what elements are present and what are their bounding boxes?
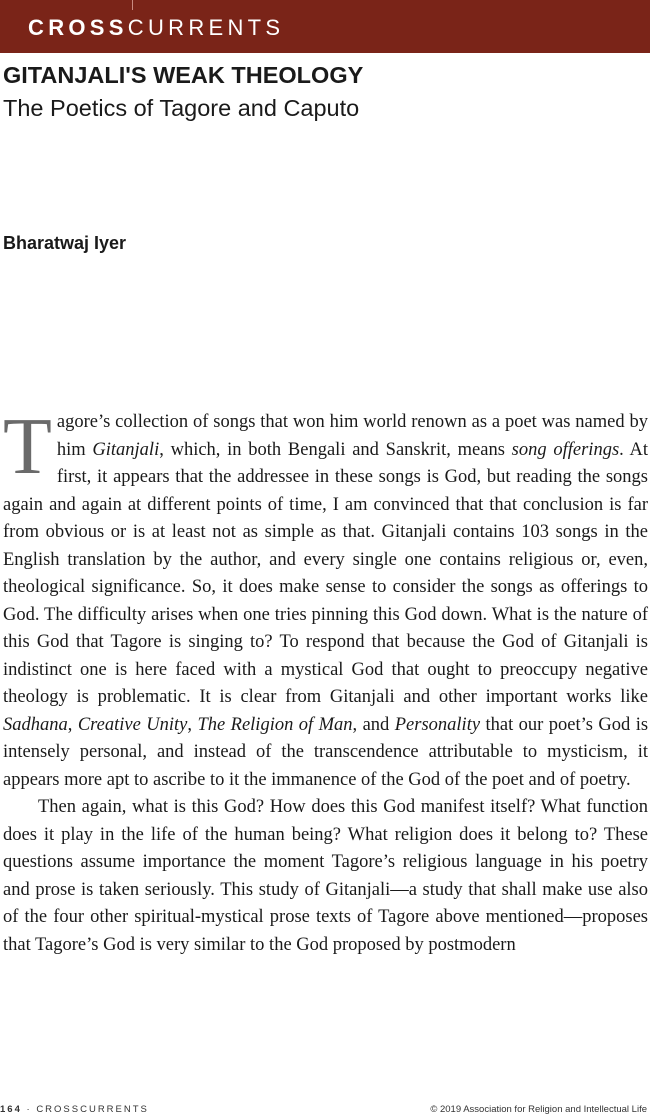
italic-title-sadhana: Sadhana (3, 714, 68, 735)
paragraph-1-text: , which, in both Bengali and Sanskrit, means (159, 439, 512, 460)
page-footer (0, 1104, 650, 1118)
paragraph-1-text: . At first, it appears that the addressee in these songs is God, but reading the songs again and again at different points of time, I am convinced that that conclusion is far from obvious or is at least not as simple as that. Gitanjali contains 103 songs in the English translation by the author, and every single one contains religious or, even, theological significance. So, it does make sense to consider the songs as offerings to God. The difficulty arises when one tries pinning this God down. What is the nature of this God that Tagore is singing to? To respond that because the God of Gitanjali is indistinct one is here faced with a mystical God that ought to preoccupy negative theology is problematic. It is clear from Gitanjali and other important works like (3, 439, 649, 707)
italic-title-gitanjali: Gitanjali (92, 439, 160, 460)
footer-left (0, 1104, 149, 1115)
author-name: Bharatwaj Iyer (3, 233, 127, 253)
drop-cap: T (3, 403, 52, 491)
italic-title-religion-of-man: The Religion of Man (197, 714, 353, 735)
journal-banner (0, 0, 650, 53)
copyright-notice: © 2019 Association for Religion and Intellectual Life (430, 1104, 647, 1115)
paragraph-1-text: that our poet’s God is intensely personal, and instead of the transcendence attributable to mysticism, it appears more apt to ascribe to it the immanence of the God of the poet and of poetry. (3, 714, 649, 790)
footer-journal: CROSSCURRENTS (36, 1104, 149, 1115)
page-number: 164 (0, 1104, 22, 1115)
journal-name (28, 14, 284, 42)
article-body (3, 403, 649, 959)
journal-name-regular: CURRENTS (127, 15, 285, 40)
italic-title-creative-unity: Creative Unity (77, 714, 188, 735)
banner-divider (132, 0, 133, 10)
journal-name-bold: CROSS (28, 15, 128, 40)
article-title: GITANJALI'S WEAK THEOLOGY (3, 62, 364, 88)
footer-separator: · (26, 1104, 32, 1115)
italic-title-personality: Personality (394, 714, 481, 735)
paragraph-1-text: , (187, 714, 198, 735)
paragraph-2: Then again, what is this God? How does this God manifest itself? What function does it play in the life of the human being? What religion does it belong to? These questions assume importance the moment Tagore’s religious language in his poetry and prose is taken seriously. This study of Gitanjali—a study that shall make use also of the four other spiritual-mystical prose texts of Tagore above mentioned—proposes that Tagore’s God is very similar to the God proposed by postmodern (3, 797, 648, 955)
paragraph-1-text: agore’s collection of songs that won him world renown as a poet was named by him (56, 412, 648, 460)
paragraph-1 (3, 403, 649, 794)
paragraph-1-text: , (67, 714, 78, 735)
italic-song-offerings: song offerings (511, 439, 620, 460)
article-subtitle: The Poetics of Tagore and Caputo (3, 95, 360, 121)
paragraph-1-text: , and (352, 714, 395, 735)
